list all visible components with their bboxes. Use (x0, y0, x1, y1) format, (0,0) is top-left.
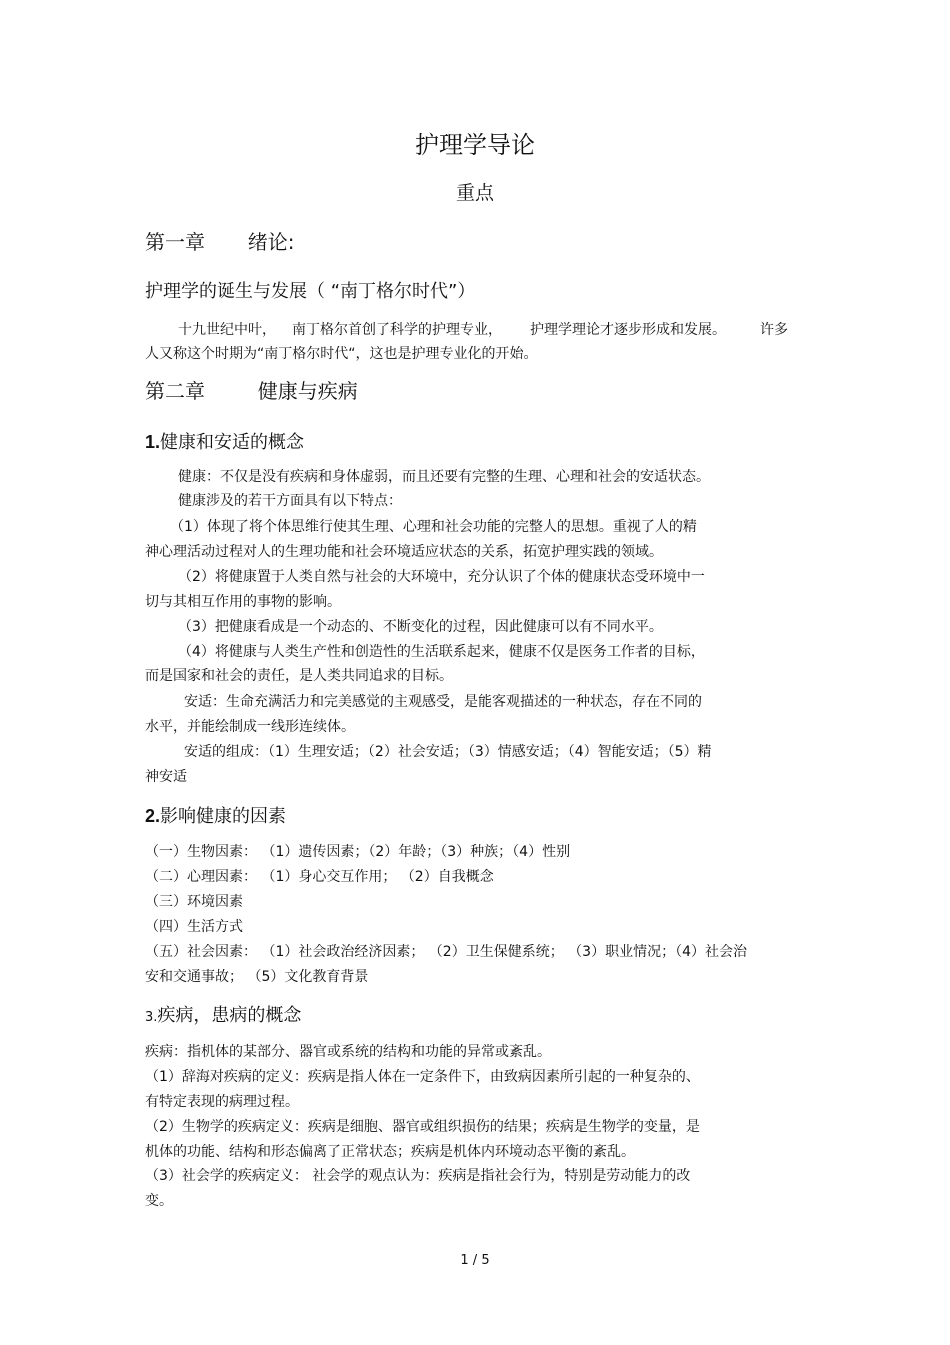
page-title: 护理学导论 (415, 131, 535, 159)
chapter-1-name: 绪论: (247, 230, 295, 254)
s2-line: （三）环境因素 (145, 894, 243, 910)
s3-line: 疾病：指机体的某部分、器官或系统的结构和功能的异常或紊乱。 (145, 1044, 551, 1060)
section-2-title: 影响健康的因素 (160, 806, 287, 827)
s1-line: 切与其相互作用的事物的影响。 (145, 594, 341, 610)
section-1-number: 1. (145, 432, 161, 452)
s1-line: 水平，并能绘制成一线形连续体。 (145, 719, 355, 735)
s3-line: （2）生物学的疾病定义：疾病是细胞、器官或组织损伤的结果；疾病是生物学的变量，是 (145, 1119, 700, 1135)
s2-line: （一）生物因素： （1）遗传因素；（2）年龄；（3）种族；（4）性别 (145, 844, 571, 860)
s3-line: 机体的功能、结构和形态偏离了正常状态；疾病是机体内环境动态平衡的紊乱。 (145, 1144, 635, 1160)
section-2-number: 2. (145, 806, 161, 826)
s2-line: 安和交通事故； （5）文化教育背景 (145, 969, 369, 985)
s1-line: （4）将健康与人类生产性和创造性的生活联系起来，健康不仅是医务工作者的目标， (178, 644, 705, 660)
nightingale-paragraph-line-1 (178, 321, 788, 339)
s1-line: 神安适 (145, 769, 187, 785)
s1-line: 健康涉及的若干方面具有以下特点： (178, 493, 402, 509)
s1-line: 健康：不仅是没有疾病和身体虚弱，而且还要有完整的生理、心理和社会的安适状态。 (178, 469, 710, 485)
chapter-2-label: 第二章 (145, 379, 205, 403)
chapter-1-label: 第一章 (145, 230, 205, 254)
s1-line: （3）把健康看成是一个动态的、不断变化的过程，因此健康可以有不同水平。 (178, 619, 663, 635)
chapter-1-heading (145, 229, 294, 255)
section-3-title: 疾病，患病的概念 (157, 1005, 302, 1026)
s1-line: 安适：生命充满活力和完美感觉的主观感受，是能客观描述的一种状态，存在不同的 (184, 694, 702, 710)
text-segment: 许多 (760, 322, 788, 338)
chapter-2-heading (145, 378, 358, 404)
s1-line: 神心理活动过程对人的生理功能和社会环境适应状态的关系，拓宽护理实践的领域。 (145, 544, 663, 560)
s3-line: （3）社会学的疾病定义： 社会学的观点认为：疾病是指社会行为，特别是劳动能力的改 (145, 1168, 691, 1184)
section-3-heading (145, 1004, 301, 1030)
text-segment: 十九世纪中叶， (178, 322, 276, 338)
s3-line: （1）辞海对疾病的定义：疾病是指人体在一定条件下，由致病因素所引起的一种复杂的、 (145, 1069, 700, 1085)
s2-line: （二）心理因素： （1）身心交互作用； （2）自我概念 (145, 869, 494, 885)
page-number: 1 / 5 (460, 1253, 490, 1268)
section-1-title: 健康和安适的概念 (160, 432, 305, 453)
s2-line: （四）生活方式 (145, 919, 243, 935)
s1-line: 而是国家和社会的责任，是人类共同追求的目标。 (145, 668, 453, 684)
section-heading-nightingale: 护理学的诞生与发展（ “南丁格尔时代”） (145, 281, 476, 302)
text-segment: 护理学理论才逐步形成和发展。 (530, 322, 726, 338)
section-2-heading (145, 804, 286, 829)
s1-line: （1）体现了将个体思维行使其生理、心理和社会功能的完整人的思想。重视了人的精 (170, 519, 697, 535)
section-1-heading (145, 430, 304, 455)
s1-line: 安适的组成：（1）生理安适；（2）社会安适；（3）情感安适；（4）智能安适；（5）精 (184, 744, 712, 760)
s1-line: （2）将健康置于人类自然与社会的大环境中，充分认识了个体的健康状态受环境中一 (178, 569, 705, 585)
page-subtitle: 重点 (455, 182, 494, 204)
s2-line: （五）社会因素： （1）社会政治经济因素； （2）卫生保健系统； （3）职业情况；（4）社会治 (145, 944, 747, 960)
s3-line: 变。 (145, 1193, 173, 1209)
text-segment: 南丁格尔首创了科学的护理专业， (292, 322, 502, 338)
chapter-2-name: 健康与疾病 (257, 379, 358, 403)
section-3-number: 3. (145, 1010, 158, 1025)
s3-line: 有特定表现的病理过程。 (145, 1094, 299, 1110)
nightingale-paragraph-line-2: 人又称这个时期为“南丁格尔时代“，这也是护理专业化的开始。 (145, 346, 538, 362)
